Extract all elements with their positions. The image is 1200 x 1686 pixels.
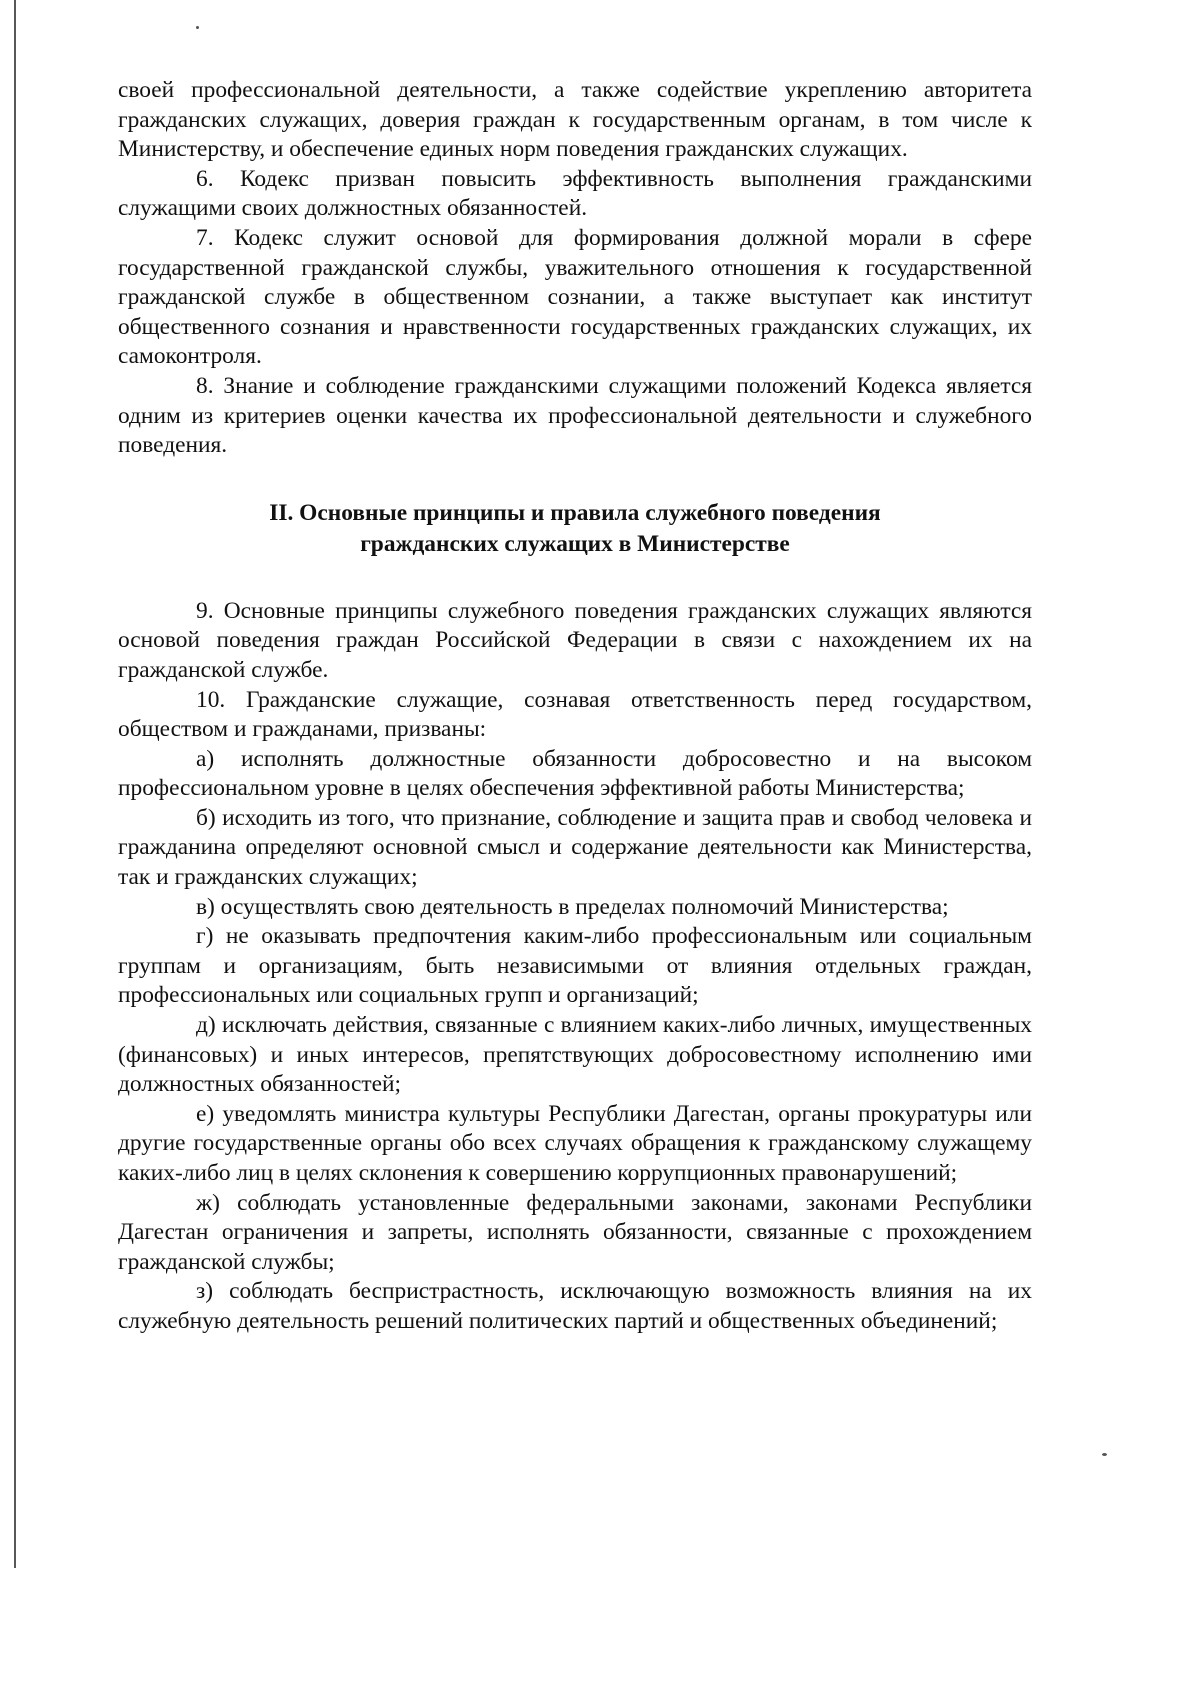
paragraph-6: 6. Кодекс призван повысить эффективность выполнения гражданскими служащими своих должностных обязанностей. bbox=[118, 165, 1032, 222]
paragraph-10: 10. Гражданские служащие, сознавая ответственность перед государством, обществом и гражданами, призваны: bbox=[118, 686, 1032, 743]
list-item-v: в) осуществлять свою деятельность в пределах полномочий Министерства; bbox=[196, 893, 949, 920]
list-item-z: з) соблюдать беспристрастность, исключающую возможность влияния на их служебную деятельность решений политических партий и общественных объединений; bbox=[118, 1278, 1032, 1334]
scan-page-edge bbox=[14, 0, 16, 1568]
list-item-d: д) исключать действия, связанные с влиянием каких-либо личных, имущественных (финансовых) и иных интересов, препятствующих добросовестному исполнению ими должностных обязанностей; bbox=[118, 1012, 1032, 1098]
list-item-g: г) не оказывать предпочтения каким-либо профессиональным или социальным группам и организациям, быть независимыми от влияния отдельных граждан, профессиональных или социальных групп и организаций; bbox=[118, 923, 1032, 1009]
list-item-b: б) исходить из того, что признание, соблюдение и защита прав и свобод человека и гражданина определяют основной смысл и содержание деятельности как Министерства, так и гражданских служащих; bbox=[118, 804, 1032, 891]
section-heading-line-2: гражданских служащих в Министерстве bbox=[360, 530, 790, 557]
paragraph-7: 7. Кодекс служит основой для формирования должной морали в сфере государственной гражданской службы, уважительного отношения к государственной гражданской службе в общественном сознании, а также выступает как институт общественного сознания и нравственности государственных гражданских служащих, их самоконтроля. bbox=[118, 224, 1032, 370]
paragraph-9: 9. Основные принципы служебного поведения гражданских служащих являются основой поведения граждан Российской Федерации в связи с нахождением их на гражданской службе. bbox=[118, 597, 1032, 683]
paragraph-8: 8. Знание и соблюдение гражданскими служащими положений Кодекса является одним из критериев оценки качества их профессиональной деятельности и служебного поведения. bbox=[118, 372, 1032, 459]
list-item-a: а) исполнять должностные обязанности добросовестно и на высоком профессиональном уровне в целях обеспечения эффективной работы Министерства; bbox=[118, 745, 1032, 802]
document-page bbox=[118, 76, 1032, 1337]
paragraph-continuation: своей профессиональной деятельности, а также содействие укреплению авторитета гражданских служащих, доверия граждан к государственным органам, в том числе к Министерству, и обеспечение единых норм поведения гражданских служащих. bbox=[118, 77, 1032, 163]
scan-speck bbox=[1102, 1453, 1107, 1456]
section-heading-line-1: II. Основные принципы и правила служебного поведения bbox=[269, 499, 881, 526]
scan-speck bbox=[196, 26, 199, 29]
list-item-e: е) уведомлять министра культуры Республики Дагестан, органы прокуратуры или другие государственные органы обо всех случаях обращения к гражданскому служащему каких-либо лиц в целях склонения к совершению коррупционных правонарушений; bbox=[118, 1100, 1032, 1186]
section-heading bbox=[118, 498, 1032, 560]
list-item-zh: ж) соблюдать установленные федеральными законами, законами Республики Дагестан ограничения и запреты, исполнять обязанности, связанные с прохождением гражданской службы; bbox=[118, 1189, 1032, 1275]
